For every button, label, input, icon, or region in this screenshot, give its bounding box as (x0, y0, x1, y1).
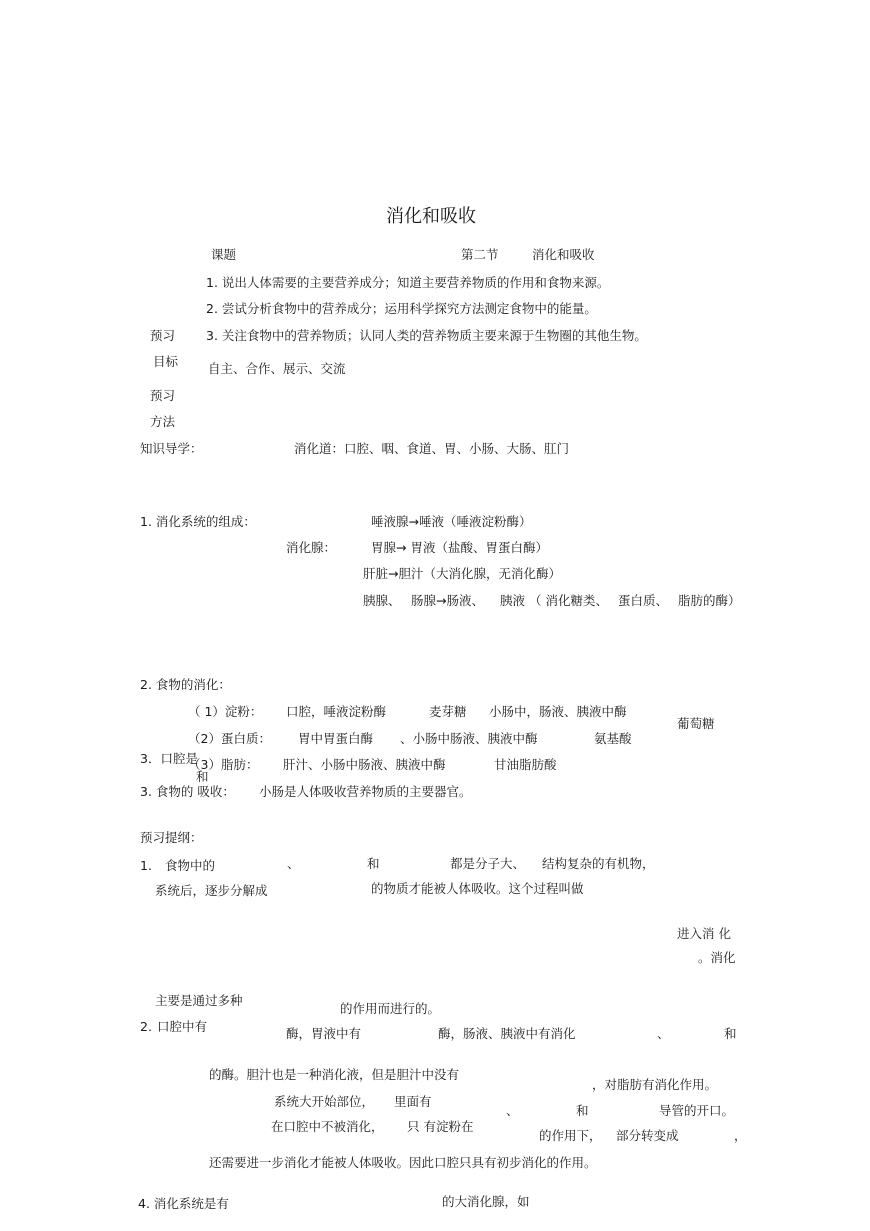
question-text: ，对脂肪有消化作用。 (592, 1077, 718, 1092)
question-text: 进入消 化 (677, 926, 731, 941)
question-text: 4. 消化系统是有 (138, 1196, 229, 1211)
question-text: 的大消化腺，如 (442, 1194, 530, 1209)
absorption-label: 3. 食物的 吸收： (140, 784, 235, 799)
method-label: 方法 (150, 414, 176, 429)
fat-label: （3）脂肪： (188, 757, 259, 772)
starch-step: 麦芽糖 (429, 704, 467, 719)
question-text: 系统大开始部位， (274, 1094, 375, 1109)
protein-step: 胃中胃蛋白酶 (298, 731, 374, 746)
question-text: 和 (724, 1026, 737, 1041)
stray-text: 3．口腔是 (140, 751, 198, 766)
goal-item: 2. 尝试分析食物中的营养成分；运用科学探究方法测定食物中的能量。 (206, 301, 597, 316)
question-text: 还需要进一步消化才能被人体吸收。因此口腔只具有初步消化的作用。 (209, 1155, 597, 1170)
gland-label: 消化腺： (286, 540, 337, 555)
question-text: 在口腔中不被消化， (271, 1119, 384, 1134)
question-text: 的物质才能被人体吸收。这个过程叫做 (371, 881, 584, 896)
gland-item: 肠腺→肠液、 (411, 593, 484, 608)
question-number: 1. (140, 858, 152, 873)
question-text: 系统后，逐步分解成 (155, 883, 268, 898)
question-text: 和 (367, 856, 380, 871)
question-text: 的作用而进行的。 (340, 1001, 441, 1016)
question-text: 导管的开口。 (659, 1103, 735, 1118)
question-text: ， (734, 1128, 747, 1143)
gland-item: 蛋白质、 (618, 593, 669, 608)
protein-step: 、小肠中肠液、胰液中酶 (400, 731, 538, 746)
question-text: 。消化 (698, 950, 736, 965)
starch-step: 口腔，唾液淀粉酶 (286, 704, 387, 719)
goals-label: 预习 (150, 328, 176, 343)
starch-label: （ 1）淀粉： (188, 704, 263, 719)
method-text: 自主、合作、展示、交流 (208, 361, 346, 376)
outline-label: 预习提纲： (140, 830, 203, 845)
question-number: 2. (140, 1019, 152, 1034)
goals-label: 目标 (153, 354, 179, 369)
topic-label: 课题 (211, 247, 237, 262)
question-text: 结构复杂的有机物， (542, 856, 655, 871)
gland-item: 肝脏→胆汁（大消化腺，无消化酶） (363, 566, 561, 581)
question-text: 、 (506, 1103, 519, 1118)
page-title: 消化和吸收 (386, 206, 476, 227)
goal-item: 1. 说出人体需要的主要营养成分；知道主要营养物质的作用和食物来源。 (206, 275, 610, 290)
question-text: 、 (287, 856, 300, 871)
question-text: 和 (576, 1103, 589, 1118)
section-number: 第二节 (461, 247, 499, 262)
gland-item: 唾液腺→唾液（唾液淀粉酶） (371, 514, 532, 529)
question-text: 酶，胃液中有 (286, 1026, 362, 1041)
section-title: 消化和吸收 (532, 247, 595, 262)
method-label: 预习 (150, 388, 176, 403)
protein-label: （2）蛋白质： (188, 731, 271, 746)
question-text: 酶，肠液、胰液中有消化 (438, 1026, 576, 1041)
question-text: 的酶。胆汁也是一种消化液，但是胆汁中没有 (209, 1067, 460, 1082)
question-text: 只 有淀粉在 (407, 1119, 474, 1134)
fat-step: 甘油脂肪酸 (494, 757, 557, 772)
gland-item: 脂肪的酶） (678, 593, 741, 608)
gland-item: 胰腺、 (363, 593, 401, 608)
question-text: 主要是通过多种 (155, 993, 243, 1008)
question-text: 食物中的 (165, 858, 216, 873)
glucose-label: 葡萄糖 (677, 716, 715, 731)
fat-step: 肝汁、小肠中肠液、胰液中酶 (283, 757, 446, 772)
digestion-label: 2. 食物的消化： (140, 677, 231, 692)
goal-item: 3. 关注食物中的营养物质；认同人类的营养物质主要来源于生物圈的其他生物。 (206, 328, 647, 343)
gland-item: 胃腺→ 胃液（盐酸、胃蛋白酶） (371, 540, 548, 555)
digestive-tract: 消化道：口腔、咽、食道、胃、小肠、大肠、肛门 (294, 441, 570, 456)
gland-item: （ 消化糖类、 (529, 593, 608, 608)
gland-item: 胰液 (500, 593, 526, 608)
stray-text: 和 (196, 769, 209, 784)
guide-label: 知识导学： (140, 441, 203, 456)
question-text: 部分转变成 (616, 1128, 679, 1143)
absorption-text: 小肠是人体吸收营养物质的主要器官。 (259, 784, 472, 799)
protein-step: 氨基酸 (594, 731, 632, 746)
question-text: 、 (657, 1026, 670, 1041)
system-label: 1. 消化系统的组成： (140, 514, 256, 529)
question-text: 的作用下， (539, 1128, 602, 1143)
question-text: 里面有 (394, 1094, 432, 1109)
starch-step: 小肠中，肠液、胰液中酶 (489, 704, 627, 719)
question-text: 口腔中有 (157, 1019, 208, 1034)
question-text: 都是分子大、 (450, 856, 526, 871)
